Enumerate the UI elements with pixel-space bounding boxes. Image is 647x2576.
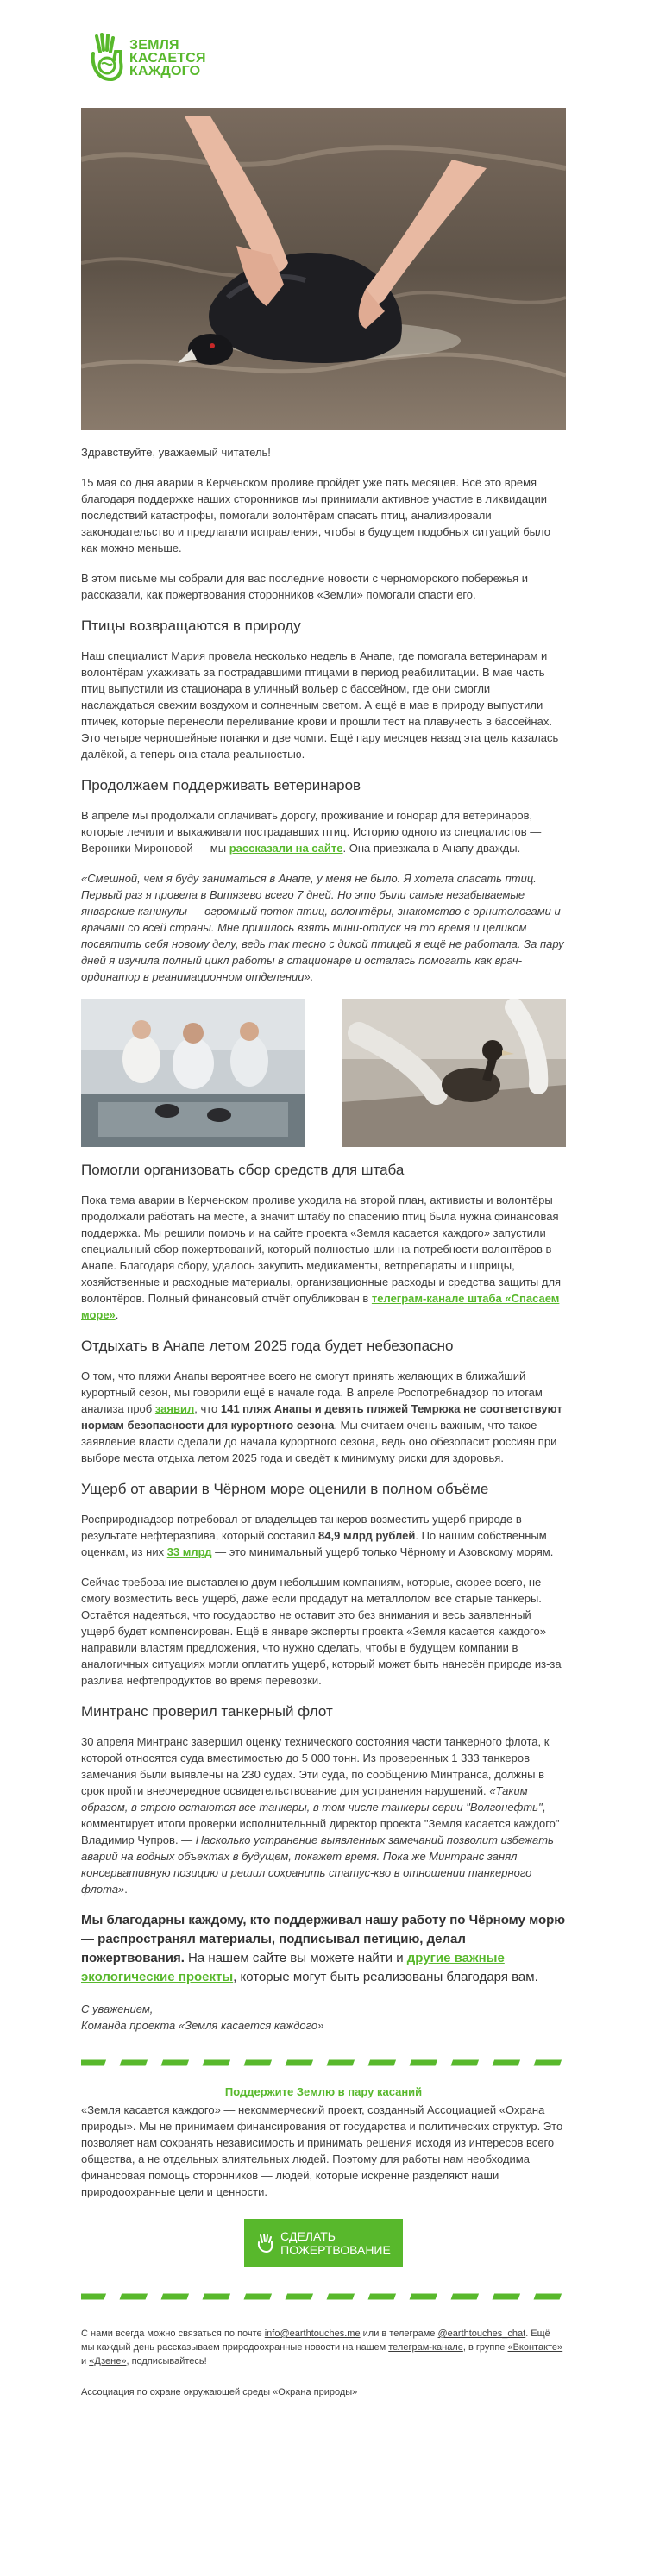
damage-text-c: — это минимальный ущерб только Чёрному и Азовскому морям. [211, 1545, 554, 1558]
support-text: «Земля касается каждого» — некоммерческий проект, созданный Ассоциацией «Охрана природы». Мы не принимаем финансирования от государства и политических структур. Это позволяет нам сохранять независимость и принимать решения исходя из интересов всего общества, а не отдельных влиятельных людей. Поэтому для работы нам необходима финансовая помощь сторонников — людей, которые искренне разделяют наши природоохранные цели и ценности. [81, 2103, 563, 2198]
vets-text-b: . Она приезжала в Анапу дважды. [342, 842, 521, 855]
header [81, 0, 566, 108]
section-anapa-text [81, 1368, 566, 1466]
support-block [81, 2084, 566, 2100]
footer-text-f: , подписывайтесь! [126, 2356, 207, 2366]
divider-top [81, 2058, 566, 2068]
donate-button-line-1: СДЕЛАТЬ [280, 2229, 336, 2243]
section-fleet-title: Минтранс проверил танкерный флот [81, 1703, 333, 1720]
logo[interactable] [90, 33, 206, 83]
section-fleet-text [81, 1733, 566, 1897]
section-vets-title: Продолжаем поддерживать ветеринаров [81, 777, 361, 793]
footer-contacts [81, 2327, 566, 2368]
thanks-bold: Мы благодарны каждому, кто поддерживал нашу работу по Чёрному морю — распространял материалы, подписывал петицию, делал пожертвования. [81, 1913, 566, 1965]
anapa-text-b: , что [194, 1402, 221, 1415]
intro-paragraph-2: В этом письме мы собрали для вас последние новости с черноморского побережья и рассказали, как пожертвования сторонников «Земли» помогали спасти его. [81, 572, 529, 601]
section-fundraising-title: Помогли организовать сбор средств для штаба [81, 1162, 405, 1178]
email-container [81, 0, 566, 2399]
statement-link[interactable]: заявил [154, 1402, 195, 1415]
footer-text-c: . Ещё мы каждый день рассказываем природоохранные новости на нашем [81, 2328, 550, 2353]
support-link[interactable]: Поддержите Землю в пару касаний [224, 2085, 423, 2098]
site-story-link[interactable]: рассказали на сайте [229, 842, 343, 855]
greeting: Здравствуйте, уважаемый читатель! [81, 446, 271, 459]
vets-text-a: В апреле мы продолжали оплачивать дорогу, проживание и гонорар для ветеринаров, которые лечили и выхаживали пострадавших птиц. Историю одного из специалистов — Вероники Мироновой — мы [81, 809, 542, 855]
logo-line-1: ЗЕМЛЯ [129, 37, 179, 53]
signature [81, 2001, 566, 2034]
section-birds-title: Птицы возвращаются в природу [81, 617, 301, 634]
vk-link[interactable]: «Вконтакте» [507, 2342, 563, 2353]
section-damage-title: Ущерб от аварии в Чёрном море оценили в полном объёме [81, 1481, 489, 1497]
footer-org: Ассоциация по охране окружающей среды «Охрана природы» [81, 2387, 358, 2397]
section-anapa-title: Отдыхать в Анапе летом 2025 года будет небезопасно [81, 1338, 454, 1354]
damage-text-b: . По нашим собственным оценкам, из них [81, 1529, 547, 1558]
footer-text-d: , в группе [462, 2342, 508, 2353]
section-damage-text [81, 1511, 566, 1560]
fundraising-text-a: Пока тема аварии в Керченском проливе уходила на второй план, активисты и волонтёры продолжали работать на месте, а значит штабу по спасению птиц была нужна финансовая поддержка. Мы решили помочь и на сайте проекта «Земля касается каждого» запустили специальный сбор пожертвований, который полностью шли на потребности волонтёров в Анапе. Благодаря сбору, удалось закупить медикаменты, ветпрепараты и шприцы, хозяйственные и расходные материалы, организационные расходы и средства защиты для волонтёров. Полный финансовый отчёт опубликован в [81, 1194, 562, 1305]
logo-text [129, 39, 206, 78]
anapa-text-a: О том, что пляжи Анапы вероятнее всего не смогут принять желающих в ближайший курортный сезон, мы говорили ещё в начале года. В апреле Роспотребнадзор по итогам анализа проб [81, 1369, 543, 1415]
thanks-text-b: , которые могут быть реализованы благодаря вам. [233, 1970, 538, 1984]
email-link[interactable]: info@earthtouches.me [264, 2328, 361, 2339]
thanks-paragraph [81, 1911, 566, 1987]
photo-row [81, 999, 566, 1147]
divider-bottom [81, 2291, 566, 2302]
anapa-text-c: . Мы считаем очень важным, что такое заявление власти сделали до начала курортного сезона, ведь оно обезопасит россиян при выборе места отдыха летом 2025 года и сведёт к минимуму риски для здоровья. [81, 1419, 557, 1464]
donate-button-line-2: ПОЖЕРТВОВАНИЕ [280, 2243, 391, 2257]
fleet-text-c: . [124, 1883, 128, 1896]
donate-button-row [81, 2219, 566, 2267]
dzen-link[interactable]: «Дзене» [89, 2356, 127, 2366]
bird-care-photo [342, 999, 566, 1147]
hand-icon [256, 2234, 275, 2253]
intro-paragraph-1: 15 мая со дня аварии в Керченском проливе пройдёт уже пять месяцев. Всё это время благодаря поддержке наших сторонников мы принимали активное участие в ликвидации последствий катастрофы, помогали волонтёрам спасать птиц, анализировали законодательство и предлагали исправления, чтобы в будущем подобных ситуаций было как можно меньше. [81, 476, 550, 555]
footer-text-e: и [81, 2356, 90, 2366]
fleet-quote-2: Насколько устранение выявленных замечаний позволит избежать аварий на водных объектах в будущем, покажет время. Пока же Минтранс занял консервативную позицию и решил сохранить статус-кво в отношении танкерного флота» [81, 1833, 554, 1896]
logo-line-2: КАСАЕТСЯ [129, 50, 206, 66]
thanks-text-a: На нашем сайте вы можете найти и [184, 1951, 407, 1965]
fleet-text-b: , — комментирует итоги проверки исполнительный директор проекта "Земля касается каждого" Владимир Чупров. — [81, 1801, 560, 1846]
signature-line-1: С уважением, [81, 2003, 154, 2015]
telegram-channel-link[interactable]: телеграм-канале [388, 2342, 463, 2353]
content [81, 430, 566, 2399]
signature-line-2: Команда проекта «Земля касается каждого» [81, 2019, 324, 2032]
anapa-bold: 141 пляж Анапы и девять пляжей Темрюка не соответствуют нормам безопасности для курортного сезона [81, 1402, 562, 1432]
volunteers-photo [81, 999, 305, 1147]
footer-text-a: С нами всегда можно связаться по почте [81, 2328, 265, 2339]
hero-image-bird-rescue [81, 108, 566, 430]
projects-link[interactable]: другие важные экологические проекты [81, 1951, 505, 1984]
section-fundraising-text [81, 1192, 566, 1323]
estimate-link[interactable]: 33 млрд [166, 1545, 212, 1558]
footer [81, 2327, 566, 2399]
hand-earth-logo-icon [90, 33, 124, 83]
donate-button[interactable] [244, 2219, 403, 2267]
fleet-quote-1: «Таким образом, в строю остаются все танкеры, в том числе танкеры серии "Волгонефть" [81, 1784, 543, 1814]
section-vets-text [81, 807, 566, 856]
damage-text-a: Росприроднадзор потребовал от владельцев танкеров возместить ущерб природе в результате нефтеразлива, который составил [81, 1513, 522, 1542]
damage-bold: 84,9 млрд рублей [318, 1529, 416, 1542]
telegram-shtab-link[interactable]: телеграм-канале штаба «Спасаем море» [81, 1292, 560, 1321]
telegram-chat-link[interactable]: @earthtouches_chat [437, 2328, 526, 2339]
fleet-text-a: 30 апреля Минтранс завершил оценку технического состояния части танкерного флота, к которой относятся суда вместимостью до 5 000 тонн. Из проверенных 1 333 танкеров замечания были выявлены на 230 судах. Эти суда, по сообщению Минтранса, должны в срок пройти внеочередное освидетельствование для устранения нарушений. [81, 1735, 550, 1797]
vet-quote: «Смешной, чем я буду заниматься в Анапе, у меня не было. Я хотела спасать птиц. Первый раз я провела в Витязево всего 7 дней. Но это были самые незабываемые январские каникулы — огромный поток птиц, волонтёры, знакомство с орнитологами и врачами со всей страны. Мне пришлось взять мини-отпуск на то время и целиком посвятить себя новому делу, ведь так тесно с дикой птицей я ещё не работала. За пару дней я изучила полный цикл работы в стационаре и осталась помогать как врач-ординатор в реанимационном отделении». [81, 872, 564, 983]
section-birds-text: Наш специалист Мария провела несколько недель в Анапе, где помогала ветеринарам и волонтёрам ухаживать за пострадавшими птицами в период реабилитации. В мае часть птиц выпустили из стационара в уличный вольер с бассейном, где они смогли наслаждаться свежим воздухом и солнечным светом. А ещё в мае в природу выпустили птичек, которые перенесли переливание крови и прошли тест на плавучесть в бассейнах. Это четыре черношейные поганки и две чомги. Ещё пару месяцев назад эта цель казалась далёкой, а теперь она стала реальностью. [81, 649, 559, 761]
logo-line-3: КАЖДОГО [129, 63, 201, 78]
section-damage-text-2: Сейчас требование выставлено двум небольшим компаниям, которые, скорее всего, не смогу возместить весь ущерб, даже если продадут на металлолом все старые танкеры. Остаётся надеяться, что государство не оставит это без внимания и весь заявленный ущерб будет компенсирован. Ещё в январе эксперты проекта «Земля касается каждого» направили властям предложения, что нужно сделать, чтобы в будущем компании в аналогичных ситуациях могли оплатить ущерб, который может быть нанесён природе из-за разлива нефтепродуктов во время перевозки. [81, 1576, 562, 1687]
footer-text-b: или в телеграме [360, 2328, 438, 2339]
fundraising-text-b: . [115, 1308, 119, 1321]
